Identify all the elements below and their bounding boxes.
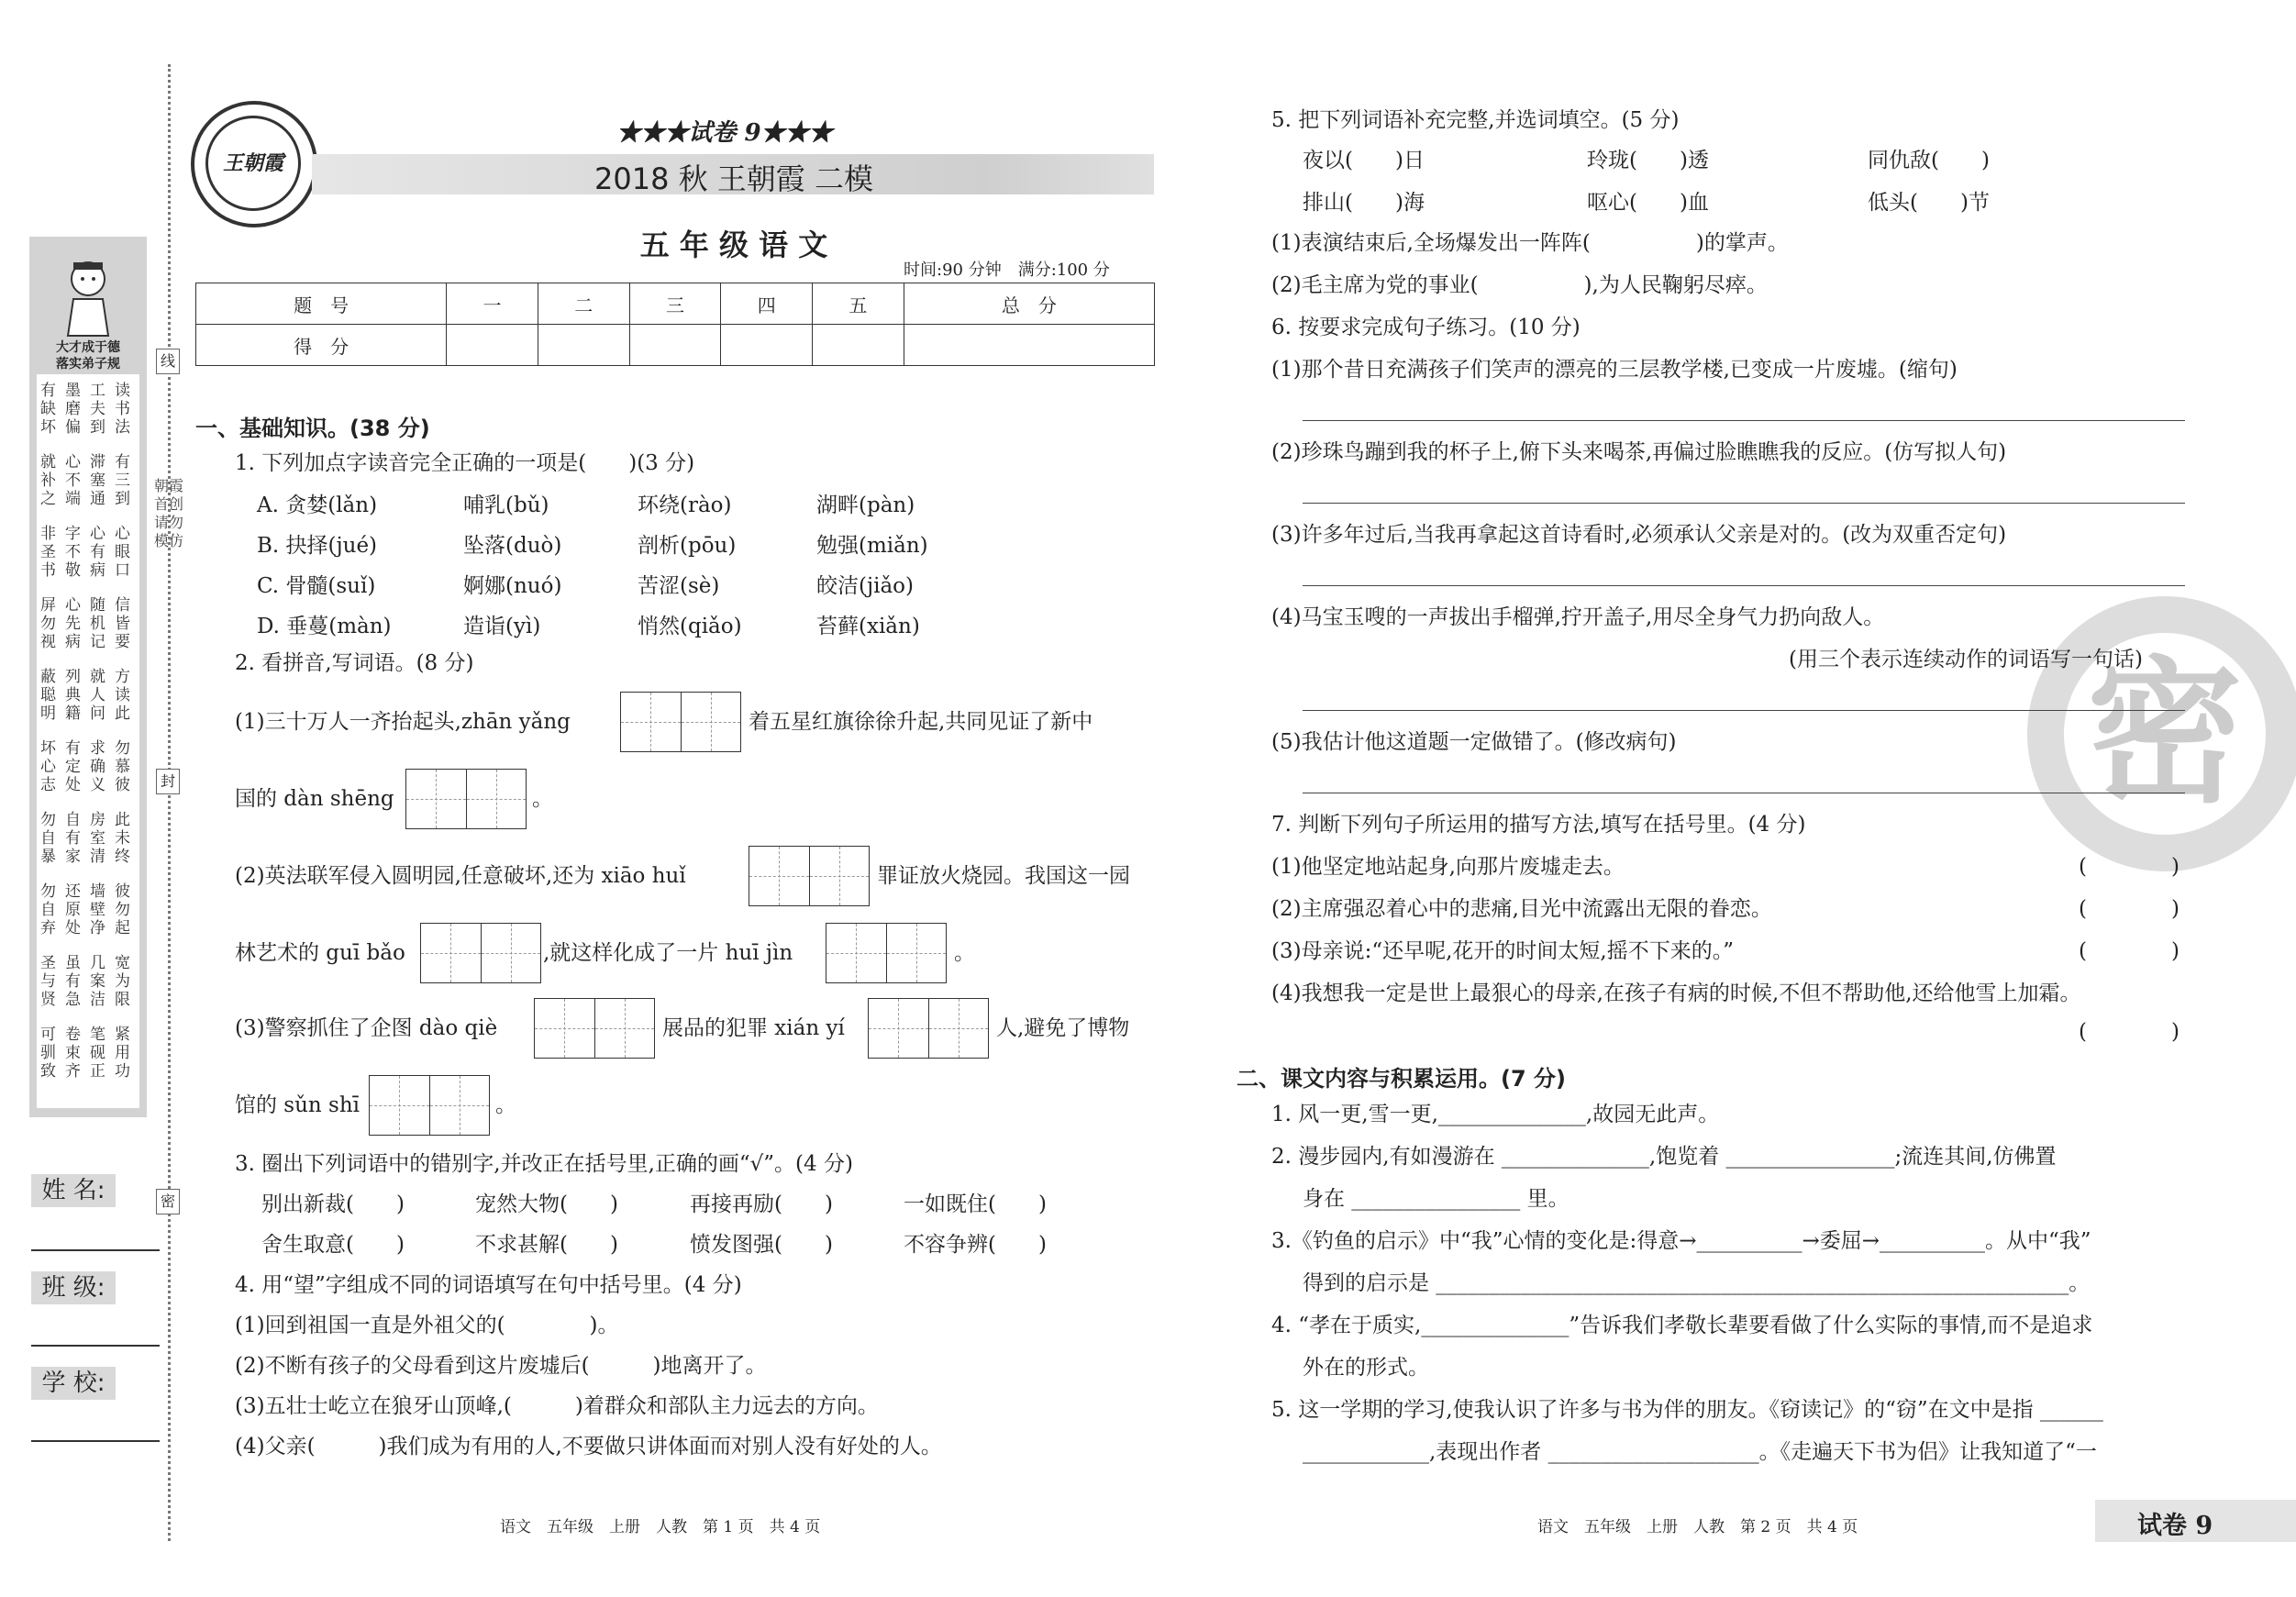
pinyin-box-xiaohui[interactable]: [749, 846, 870, 906]
q1-option: 造诣(yì): [463, 615, 541, 638]
seal-glyph: 密: [2064, 633, 2266, 835]
motto-top-2: 落实弟子规: [56, 357, 120, 372]
q5-2: (2)毛主席为党的事业( ),为人民鞠躬尽瘁。: [1271, 273, 1768, 297]
name-label: 姓 名:: [31, 1174, 116, 1207]
motto-column: 随机记: [90, 596, 110, 651]
q7-sentence: (3)母亲说:“还早呢,花开的时间太短,摇不下来的。”: [1271, 939, 1734, 963]
q2-1-text-a: (1)三十万人一齐抬起头,zhān yǎng: [235, 710, 571, 734]
pinyin-box-xianyi[interactable]: [868, 998, 989, 1059]
q5-word[interactable]: 玲珑( )透: [1587, 149, 1709, 172]
brand-logo-text: 王朝霞: [205, 116, 301, 211]
q3-stem: 3. 圈出下列词语中的错别字,并改正在括号里,正确的画“√”。(4 分): [235, 1152, 853, 1176]
motto-column: 虽有急: [65, 954, 85, 1009]
s2-q2-b: 身在 ________________ 里。: [1303, 1187, 1569, 1211]
class-line[interactable]: [31, 1345, 160, 1347]
q5-word[interactable]: 低头( )节: [1868, 191, 1990, 215]
brand-logo: [191, 101, 317, 227]
motto-column: 几案洁: [90, 954, 110, 1009]
q1-option: 坠落(duò): [463, 534, 562, 558]
section-1-heading: 一、基础知识。(38 分): [195, 416, 430, 441]
q4-sentence: (1)回到祖国一直是外祖父的( )。: [235, 1314, 619, 1337]
q7-sentence: (1)他坚定地站起身,向那片废墟走去。: [1271, 855, 1625, 879]
seal-mark-xian: 线: [156, 349, 180, 374]
page-2-footer: 语文 五年级 上册 人教 第 2 页 共 4 页: [1537, 1518, 1858, 1536]
exam-title: 2018 秋 王朝霞 二模: [594, 161, 873, 196]
q1-option[interactable]: D. 垂蔓(màn): [257, 615, 392, 638]
motto-column: 墨磨偏: [65, 382, 85, 437]
q2-3-text-c: 人,避免了博物: [996, 1016, 1130, 1040]
s2-q5-a: 5. 这一学期的学习,使我认识了许多与书为伴的朋友。《窃读记》的“窃”在文中是指 ______: [1271, 1398, 2103, 1422]
q3-item[interactable]: 舍生取意( ): [261, 1233, 405, 1257]
motto-column: 列典籍: [65, 668, 85, 723]
pinyin-box-guibao[interactable]: [420, 923, 541, 983]
score-input[interactable]: [904, 325, 1154, 366]
motto-column: 笔砚正: [90, 1026, 110, 1081]
q5-stem: 5. 把下列词语补充完整,并选词填空。(5 分): [1271, 108, 1680, 132]
motto-column: 滞塞通: [90, 453, 110, 508]
answer-line[interactable]: [1303, 585, 2185, 586]
motto-column: 坏心志: [40, 739, 61, 794]
q6-4-requirement: (用三个表示连续动作的词语写一句话): [1789, 648, 2143, 671]
q5-word[interactable]: 夜以( )日: [1303, 149, 1425, 172]
motto-column: 心眼口: [115, 525, 135, 580]
q4-sentence: (3)五壮士屹立在狼牙山顶峰,( )着群众和部队主力远去的方向。: [235, 1394, 879, 1418]
motto-column: 蔽聪明: [40, 668, 61, 723]
answer-line[interactable]: [1303, 420, 2185, 421]
motto-column: 勿自弃: [40, 882, 61, 937]
section-2-heading: 二、课文内容与积累运用。(7 分): [1237, 1066, 1566, 1092]
pinyin-box-huijin[interactable]: [826, 923, 947, 983]
motto-column: 屏勿视: [40, 596, 61, 651]
score-input[interactable]: [721, 325, 813, 366]
class-label: 班 级:: [31, 1271, 116, 1304]
school-label: 学 校:: [31, 1367, 116, 1400]
motto-column: 读书法: [115, 382, 135, 437]
page-1-footer: 语文 五年级 上册 人教 第 1 页 共 4 页: [500, 1518, 821, 1536]
q1-option: 剖析(pōu): [638, 534, 737, 558]
motto-column: 信皆要: [115, 596, 135, 651]
motto-column: 此未终: [115, 811, 135, 866]
q1-option: 勉强(miǎn): [816, 534, 928, 558]
motto-column: 紧用功: [115, 1026, 135, 1081]
q5-word[interactable]: 呕心( )血: [1587, 191, 1709, 215]
score-cell: 五: [813, 283, 904, 325]
name-line[interactable]: [31, 1249, 160, 1251]
child-illustration: [55, 255, 121, 338]
motto-column: 方读此: [115, 668, 135, 723]
paper-tag: ★★★试卷 9★★★: [616, 119, 833, 147]
score-cell: 三: [629, 283, 721, 325]
q2-1-text-c: 国的 dàn shēng: [235, 787, 394, 811]
answer-paren[interactable]: ( ): [2079, 939, 2180, 963]
motto-column: 非圣书: [40, 525, 61, 580]
motto-column: 墙壁净: [90, 882, 110, 937]
paper-badge-text: 试卷 9: [2137, 1512, 2213, 1540]
s2-q4-a: 4. “孝在于质实,______________”告诉我们孝敬长辈要看做了什么实际的事情,而不是追求: [1271, 1314, 2093, 1337]
q1-option: 哺乳(bǔ): [463, 494, 549, 517]
q3-item[interactable]: 一如既住( ): [904, 1192, 1047, 1216]
s2-q4-b: 外在的形式。: [1303, 1356, 1429, 1380]
score-cell: 一: [447, 283, 538, 325]
motto-column: 圣与贤: [40, 954, 61, 1009]
pinyin-box-dansheng[interactable]: [405, 769, 527, 829]
q2-3-text-a: (3)警察抓住了企图 dào qiè: [235, 1016, 498, 1040]
motto-column: 求确义: [90, 739, 110, 794]
motto-column: 心先病: [65, 596, 85, 651]
answer-line[interactable]: [1303, 710, 2185, 711]
score-cell: 二: [538, 283, 629, 325]
score-input[interactable]: [447, 325, 538, 366]
motto-column: 还原处: [65, 882, 85, 937]
motto-column: 有缺坏: [40, 382, 61, 437]
pinyin-box-sunshi[interactable]: [369, 1075, 490, 1136]
motto-column: 就人问: [90, 668, 110, 723]
q3-item[interactable]: 再接再励( ): [690, 1192, 833, 1216]
answer-paren[interactable]: ( ): [2079, 1020, 2180, 1044]
side-note: 朝霞首创 请勿模仿: [153, 477, 183, 549]
pinyin-box-zhanyang[interactable]: [620, 692, 741, 752]
q4-sentence: (4)父亲( )我们成为有用的人,不要做只讲体面而对别人没有好处的人。: [235, 1435, 942, 1458]
time-info: 时间:90 分钟 满分:100 分: [904, 261, 1110, 280]
q2-2-text-e: 。: [954, 941, 975, 965]
q4-sentence: (2)不断有孩子的父母看到这片废墟后( )地离开了。: [235, 1354, 767, 1378]
q1-option: 皎洁(jiǎo): [816, 574, 914, 598]
q2-3-text-d: 馆的 sǔn shī: [235, 1093, 360, 1117]
q1-stem: 1. 下列加点字读音完全正确的一项是( )(3 分): [235, 451, 695, 475]
q6-stem: 6. 按要求完成句子练习。(10 分): [1271, 316, 1581, 339]
q1-option[interactable]: A. 贪婪(lǎn): [257, 494, 378, 517]
q1-option[interactable]: B. 抉择(jué): [257, 534, 378, 558]
motto-columns: [37, 374, 139, 1108]
q2-3-text-b: 展品的犯罪 xián yí: [662, 1016, 845, 1040]
seal-mark-feng: 封: [156, 769, 180, 794]
q2-1-text-b: 着五星红旗徐徐升起,共同见证了新中: [749, 710, 1093, 734]
motto-column: 卷束齐: [65, 1026, 85, 1081]
s2-q3-b: 得到的启示是 ____________________________________________________________。: [1303, 1271, 2091, 1295]
q5-word[interactable]: 排山( )海: [1303, 191, 1425, 215]
q1-option: 湖畔(pàn): [816, 494, 915, 517]
s2-q2-a: 2. 漫步园内,有如漫游在 ______________,饱览着 ________________;流连其间,仿佛置: [1271, 1145, 2057, 1169]
q3-item[interactable]: 别出新裁( ): [261, 1192, 405, 1216]
q3-item[interactable]: 不求甚解( ): [475, 1233, 618, 1257]
seal-mark-mi: 密: [156, 1189, 180, 1214]
score-table: [195, 283, 1155, 366]
q1-option: 苔藓(xiǎn): [816, 615, 920, 638]
q1-option: 悄然(qiǎo): [638, 615, 742, 638]
motto-column: 字不敬: [65, 525, 85, 580]
q2-2-text-a: (2)英法联军侵入圆明园,任意破坏,还为 xiāo huǐ: [235, 864, 686, 888]
score-input[interactable]: [629, 325, 721, 366]
score-input[interactable]: [813, 325, 904, 366]
q2-3-text-e: 。: [495, 1093, 516, 1117]
q7-sentence: (4)我想我一定是世上最狠心的母亲,在孩子有病的时候,不但不帮助他,还给他雪上加霜。: [1271, 981, 2081, 1005]
q3-item[interactable]: 宠然大物( ): [475, 1192, 618, 1216]
school-line[interactable]: [31, 1440, 160, 1442]
q3-item[interactable]: 不容争辨( ): [904, 1233, 1047, 1257]
motto-column: 心有病: [90, 525, 110, 580]
motto-column: 自有家: [65, 811, 85, 866]
score-label: 得 分: [196, 325, 447, 366]
q7-sentence: (2)主席强忍着心中的悲痛,目光中流露出无限的眷恋。: [1271, 897, 1772, 921]
score-input[interactable]: [538, 325, 629, 366]
answer-paren[interactable]: ( ): [2079, 855, 2180, 879]
motto-top-1: 大才成于德: [56, 340, 120, 355]
s2-q5-b: ____________,表现出作者 ____________________。《走遍天下书为侣》让我知道了“一: [1303, 1440, 2097, 1464]
score-cell: 总 分: [904, 283, 1154, 325]
q1-option: 婀娜(nuó): [463, 574, 562, 598]
pinyin-box-daoqie[interactable]: [534, 998, 655, 1059]
motto-column: 彼勿起: [115, 882, 135, 937]
motto-column: 勿自暴: [40, 811, 61, 866]
q6-2: (2)珍珠鸟蹦到我的杯子上,俯下头来喝茶,再偏过脸瞧瞧我的反应。(仿写拟人句): [1271, 440, 2007, 464]
motto-column: 心不端: [65, 453, 85, 508]
confidential-seal-icon: [2027, 596, 2296, 871]
s2-q3-a: 3.《钓鱼的启示》中“我”心情的变化是:得意→__________→委屈→__________。从中“我”: [1271, 1229, 2091, 1253]
q6-3: (3)许多年过后,当我再拿起这首诗看时,必须承认父亲是对的。(改为双重否定句): [1271, 523, 2007, 547]
paper-badge: [2095, 1500, 2296, 1542]
q1-option: 环绕(rào): [638, 494, 732, 517]
score-cell: 四: [721, 283, 813, 325]
q7-stem: 7. 判断下列句子所运用的描写方法,填写在括号里。(4 分): [1271, 813, 1806, 837]
motto-column: 房室清: [90, 811, 110, 866]
motto-column: 勿慕彼: [115, 739, 135, 794]
motto-column: 可驯致: [40, 1026, 61, 1081]
score-cell: 题 号: [196, 283, 447, 325]
score-header-row: [196, 283, 1155, 325]
binding-dotted-line: [168, 64, 171, 1541]
subject-title: 五 年 级 语 文: [639, 227, 828, 262]
q6-1: (1)那个昔日充满孩子们笑声的漂亮的三层教学楼,已变成一片废墟。(缩句): [1271, 358, 1958, 382]
q6-5: (5)我估计他这道题一定做错了。(修改病句): [1271, 730, 1677, 754]
motto-panel: [29, 237, 147, 1117]
q6-4: (4)马宝玉嗖的一声拔出手榴弹,拧开盖子,用尽全身气力扔向敌人。: [1271, 605, 1885, 629]
q2-2-text-c: 林艺术的 guī bǎo: [235, 941, 405, 965]
q3-item[interactable]: 愤发图强( ): [690, 1233, 833, 1257]
s2-q1: 1. 风一更,雪一更,______________,故园无此声。: [1271, 1103, 1720, 1126]
motto-column: 工夫到: [90, 382, 110, 437]
q4-stem: 4. 用“望”字组成不同的词语填写在句中括号里。(4 分): [235, 1273, 742, 1297]
answer-paren[interactable]: ( ): [2079, 897, 2180, 921]
q1-option: 苦涩(sè): [638, 574, 720, 598]
q5-1: (1)表演结束后,全场爆发出一阵阵( )的掌声。: [1271, 231, 1789, 255]
motto-column: 有三到: [115, 453, 135, 508]
motto-column: 有定处: [65, 739, 85, 794]
motto-column: 宽为限: [115, 954, 135, 1009]
q2-2-text-d: ,就这样化成了一片 huī jìn: [543, 941, 793, 965]
q2-stem: 2. 看拼音,写词语。(8 分): [235, 651, 474, 675]
q1-option[interactable]: C. 骨髓(suǐ): [257, 574, 376, 598]
score-value-row: [196, 325, 1155, 366]
answer-line[interactable]: [1303, 503, 2185, 504]
q2-1-text-d: 。: [532, 787, 553, 811]
motto-column: 就补之: [40, 453, 61, 508]
q5-word[interactable]: 同仇敌( ): [1868, 149, 1990, 172]
q2-2-text-b: 罪证放火烧园。我国这一园: [877, 864, 1130, 888]
